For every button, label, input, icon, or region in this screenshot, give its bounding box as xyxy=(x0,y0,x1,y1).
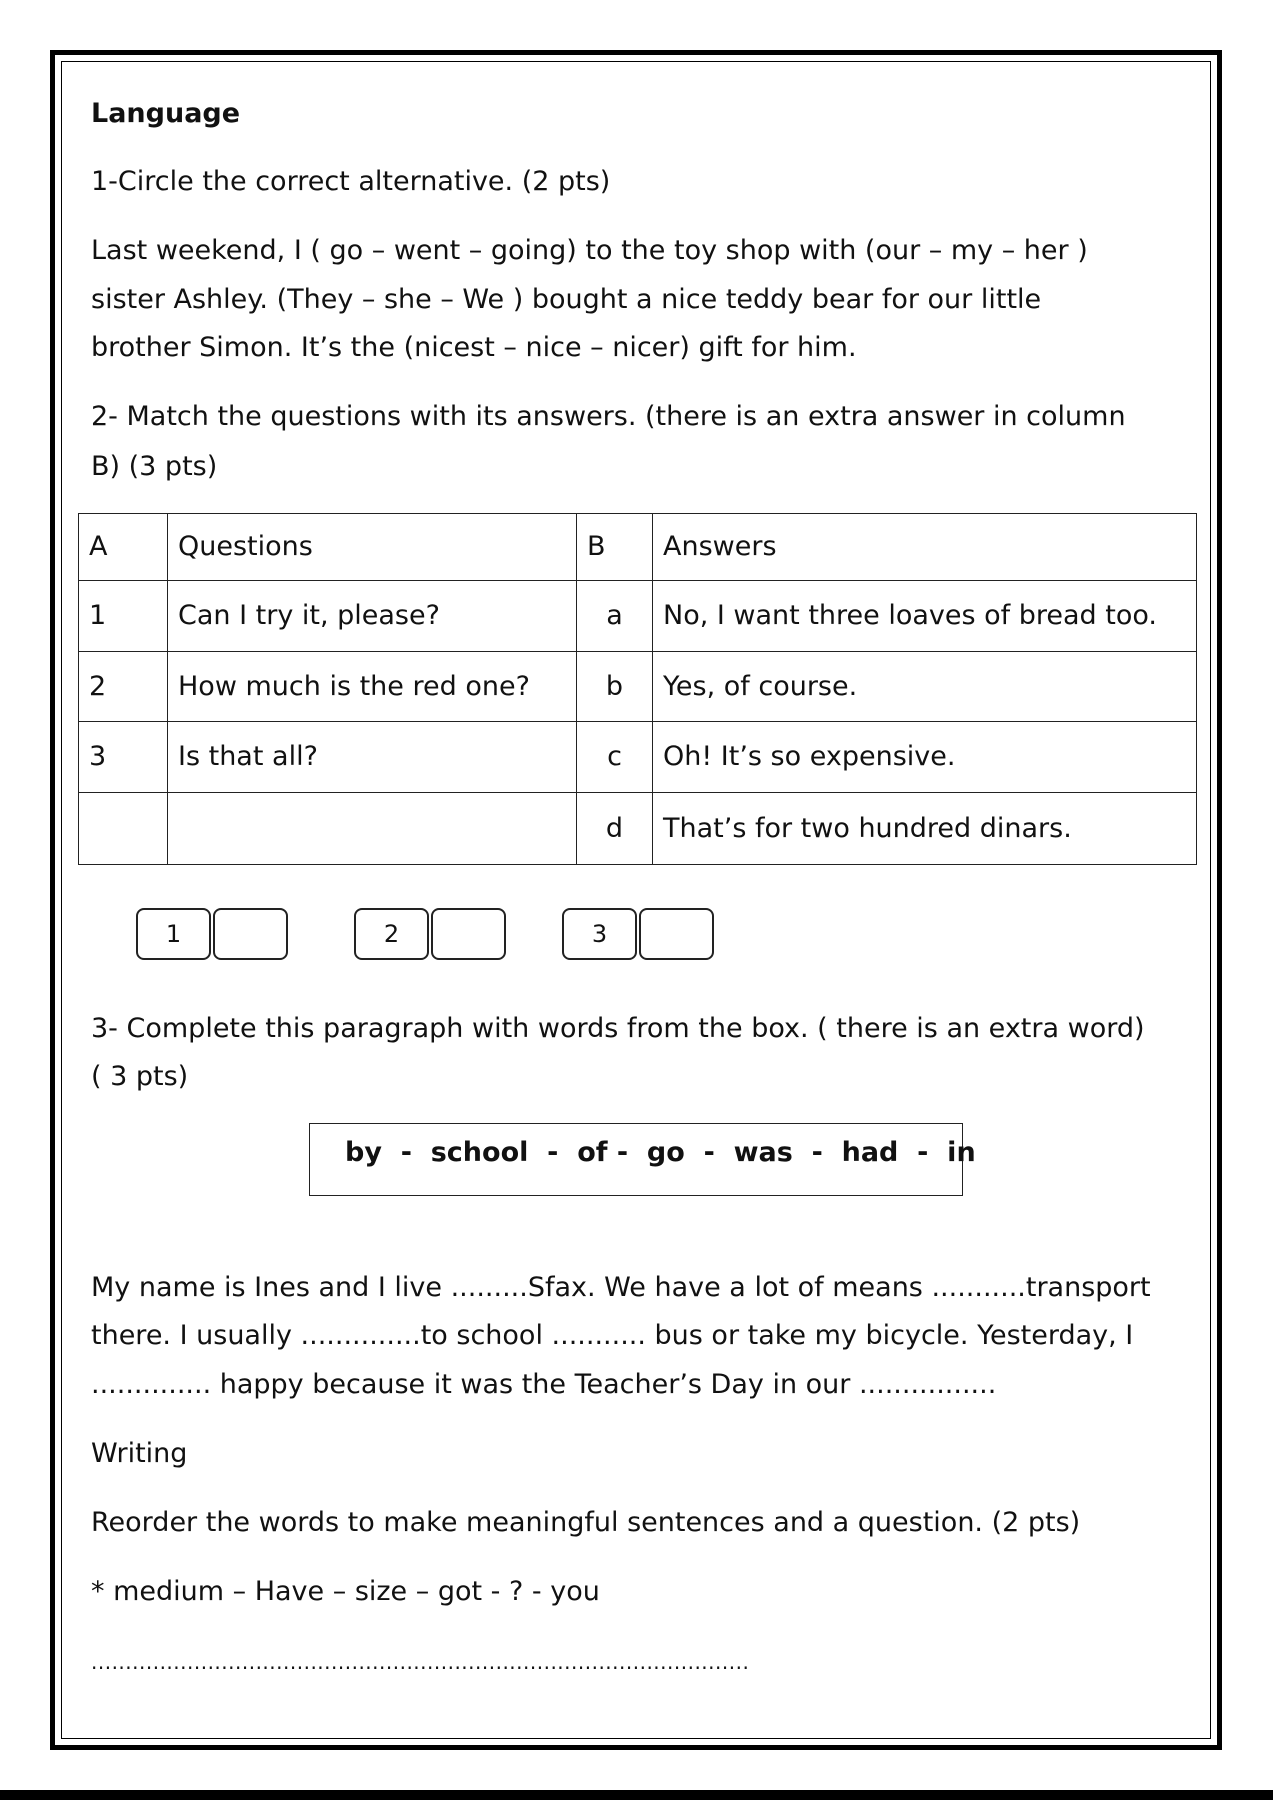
table-header-row xyxy=(79,514,1197,581)
paragraph-line-1: My name is Ines and I live .........Sfax. We have a lot of means ...........transport xyxy=(91,1272,1151,1303)
paragraph-line-3: .............. happy because it was the Teacher’s Day in our ................ xyxy=(91,1369,997,1400)
answer-number-box-1: 1 xyxy=(136,908,211,960)
word-box xyxy=(309,1123,976,1196)
question-text: Can I try it, please? xyxy=(168,581,577,652)
section-heading-language: Language xyxy=(91,98,241,129)
row-number xyxy=(79,793,168,865)
row-number: 2 xyxy=(79,652,168,722)
matching-table xyxy=(78,513,1197,865)
answer-input-box-2[interactable] xyxy=(431,908,506,960)
answer-pair-1 xyxy=(136,908,290,960)
q2-instruction-line-1: 2- Match the questions with its answers. (there is an extra answer in column xyxy=(91,401,1126,432)
table-row xyxy=(79,652,1197,722)
question-text xyxy=(168,793,577,865)
header-cell-b: B xyxy=(577,514,653,581)
table-row xyxy=(79,581,1197,652)
answer-letter: d xyxy=(577,793,653,865)
answer-text: Oh! It’s so expensive. xyxy=(653,722,1197,793)
writing-instruction: Reorder the words to make meaningful sentences and a question. (2 pts) xyxy=(91,1507,1081,1538)
question-text: How much is the red one? xyxy=(168,652,577,722)
q1-instruction: 1-Circle the correct alternative. (2 pts) xyxy=(91,166,611,197)
answer-text: That’s for two hundred dinars. xyxy=(653,793,1197,865)
writing-answer-line[interactable]: ................................................................................................ xyxy=(91,1650,750,1674)
header-cell-answers: Answers xyxy=(653,514,1197,581)
q3-instruction-line-1: 3- Complete this paragraph with words from the box. ( there is an extra word) xyxy=(91,1013,1145,1044)
answer-number-box-2: 2 xyxy=(354,908,429,960)
header-cell-questions: Questions xyxy=(168,514,577,581)
answer-text: No, I want three loaves of bread too. xyxy=(653,581,1197,652)
row-number: 3 xyxy=(79,722,168,793)
section-heading-writing: Writing xyxy=(91,1438,188,1469)
word-box-words: by - school - of - go - was - had - in xyxy=(345,1137,976,1168)
answer-input-box-1[interactable] xyxy=(213,908,288,960)
answer-letter: b xyxy=(577,652,653,722)
answer-input-box-3[interactable] xyxy=(639,908,714,960)
answer-number-box-3: 3 xyxy=(562,908,637,960)
paragraph-line-2: there. I usually ..............to school ........... bus or take my bicycle. Yesterday, I xyxy=(91,1320,1134,1351)
q2-instruction-line-2: B) (3 pts) xyxy=(91,451,218,482)
question-text: Is that all? xyxy=(168,722,577,793)
q1-line-3: brother Simon. It’s the (nicest – nice – nicer) gift for him. xyxy=(91,332,857,363)
q1-line-1: Last weekend, I ( go – went – going) to the toy shop with (our – my – her ) xyxy=(91,235,1088,266)
q3-instruction-line-2: ( 3 pts) xyxy=(91,1061,189,1092)
table-row xyxy=(79,793,1197,865)
row-number: 1 xyxy=(79,581,168,652)
answer-pair-2 xyxy=(354,908,508,960)
writing-item: * medium – Have – size – got - ? - you xyxy=(91,1576,600,1607)
answer-letter: c xyxy=(577,722,653,793)
q1-line-2: sister Ashley. (They – she – We ) bought a nice teddy bear for our little xyxy=(91,284,1042,315)
answer-pair-3 xyxy=(562,908,716,960)
bottom-edge-bar xyxy=(0,1790,1273,1800)
answer-letter: a xyxy=(577,581,653,652)
table-row xyxy=(79,722,1197,793)
answer-text: Yes, of course. xyxy=(653,652,1197,722)
header-cell-a: A xyxy=(79,514,168,581)
